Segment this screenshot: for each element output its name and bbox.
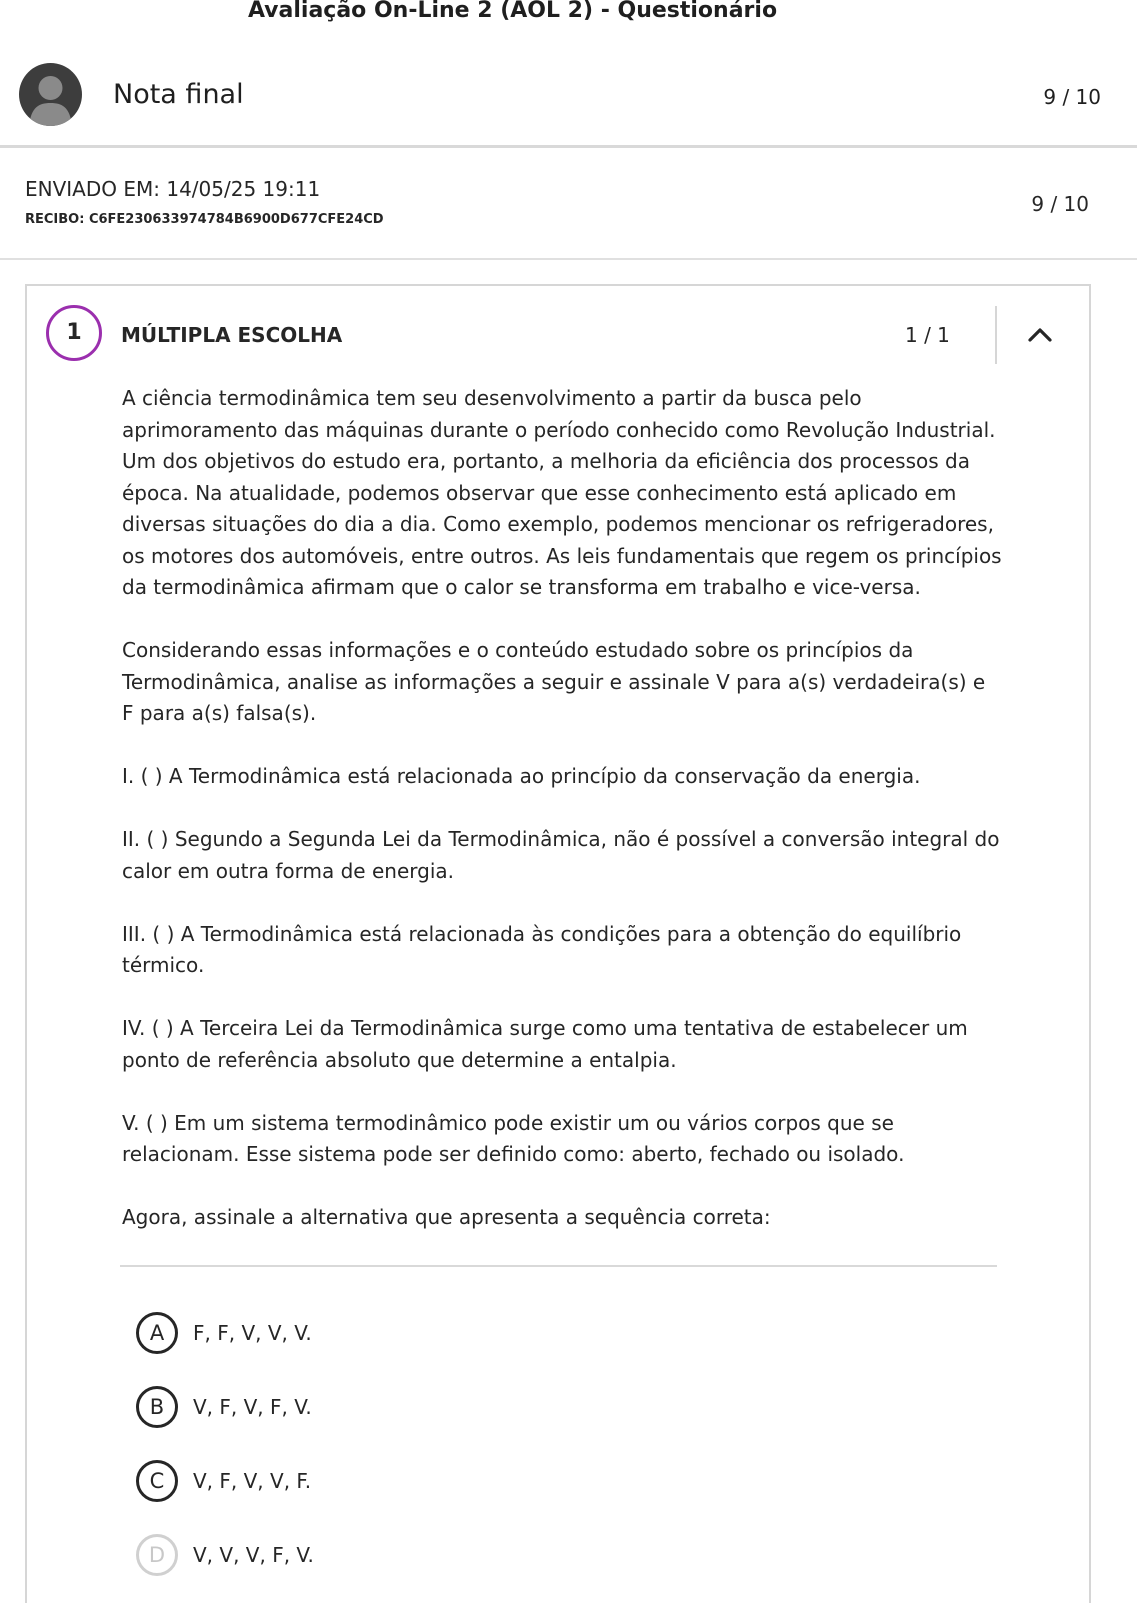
question-prompt: Agora, assinale a alternativa que apresenta a sequência correta: [122,1205,771,1229]
collapse-question-button[interactable] [1022,316,1058,352]
header-divider [995,306,997,364]
option-a[interactable] [136,1312,736,1356]
document-title: Avaliação On-Line 2 (AOL 2) - Questionário [247,0,778,23]
option-text: V, F, V, F, V. [193,1395,312,1419]
options-divider [120,1265,997,1267]
option-c[interactable] [136,1460,736,1504]
statement-iii: III. ( ) A Termodinâmica está relacionada às condições para a obtenção do equilíbrio térmico. [122,921,962,977]
submission-score: 9 / 10 [1031,192,1089,216]
question-paragraph: Considerando essas informações e o conteúdo estudado sobre os princípios da Termodinâmica, analise as informações a seguir e assinale V para a(s) verdadeira(s) e F para a(s) falsa(s). [122,638,986,725]
final-grade-label: Nota final [113,79,244,110]
submission-info [0,150,1137,260]
option-letter-badge: B [136,1386,178,1428]
user-silhouette-icon [19,63,82,126]
final-grade-header [0,48,1137,148]
statement-iv: IV. ( ) A Terceira Lei da Termodinâmica surge como uma tentativa de estabelecer um ponto de referência absoluto que determine a entalpia. [122,1016,968,1072]
question-text [122,383,1002,1265]
option-letter-badge: C [136,1460,178,1502]
option-b[interactable] [136,1386,736,1430]
option-text: V, V, V, F, V. [193,1543,314,1567]
question-type: MÚLTIPLA ESCOLHA [121,323,343,347]
submission-date: ENVIADO EM: 14/05/25 19:11 [25,177,321,201]
submission-receipt: RECIBO: C6FE230633974784B6900D677CFE24CD [25,212,384,227]
question-number-badge: 1 [46,305,102,361]
avatar [19,63,82,126]
question-score: 1 / 1 [905,323,950,347]
final-grade-score: 9 / 10 [1043,85,1101,109]
option-text: F, F, V, V, V. [193,1321,312,1345]
question-card [25,284,1091,1603]
option-d[interactable] [136,1534,736,1578]
option-letter-badge: D [136,1534,178,1576]
chevron-up-icon [1022,316,1058,352]
statement-i: I. ( ) A Termodinâmica está relacionada ao princípio da conservação da energia. [122,764,921,788]
statement-ii: II. ( ) Segundo a Segunda Lei da Termodinâmica, não é possível a conversão integral do calor em outra forma de energia. [122,827,1000,883]
option-text: V, F, V, V, F. [193,1469,312,1493]
question-paragraph: A ciência termodinâmica tem seu desenvolvimento a partir da busca pelo aprimoramento das máquinas durante o período conhecido como Revolução Industrial. Um dos objetivos do estudo era, portanto, a melhoria da eficiência dos processos da época. Na atualidade, podemos observar que esse conhecimento está aplicado em diversas situações do dia a dia. Como exemplo, podemos mencionar os refrigeradores, os motores dos automóveis, entre outros. As leis fundamentais que regem os princípios da termodinâmica afirmam que o calor se transforma em trabalho e vice-versa. [122,386,1002,599]
option-letter-badge: A [136,1312,178,1354]
statement-v: V. ( ) Em um sistema termodinâmico pode existir um ou vários corpos que se relacionam. Esse sistema pode ser definido como: aberto, fechado ou isolado. [122,1110,905,1166]
